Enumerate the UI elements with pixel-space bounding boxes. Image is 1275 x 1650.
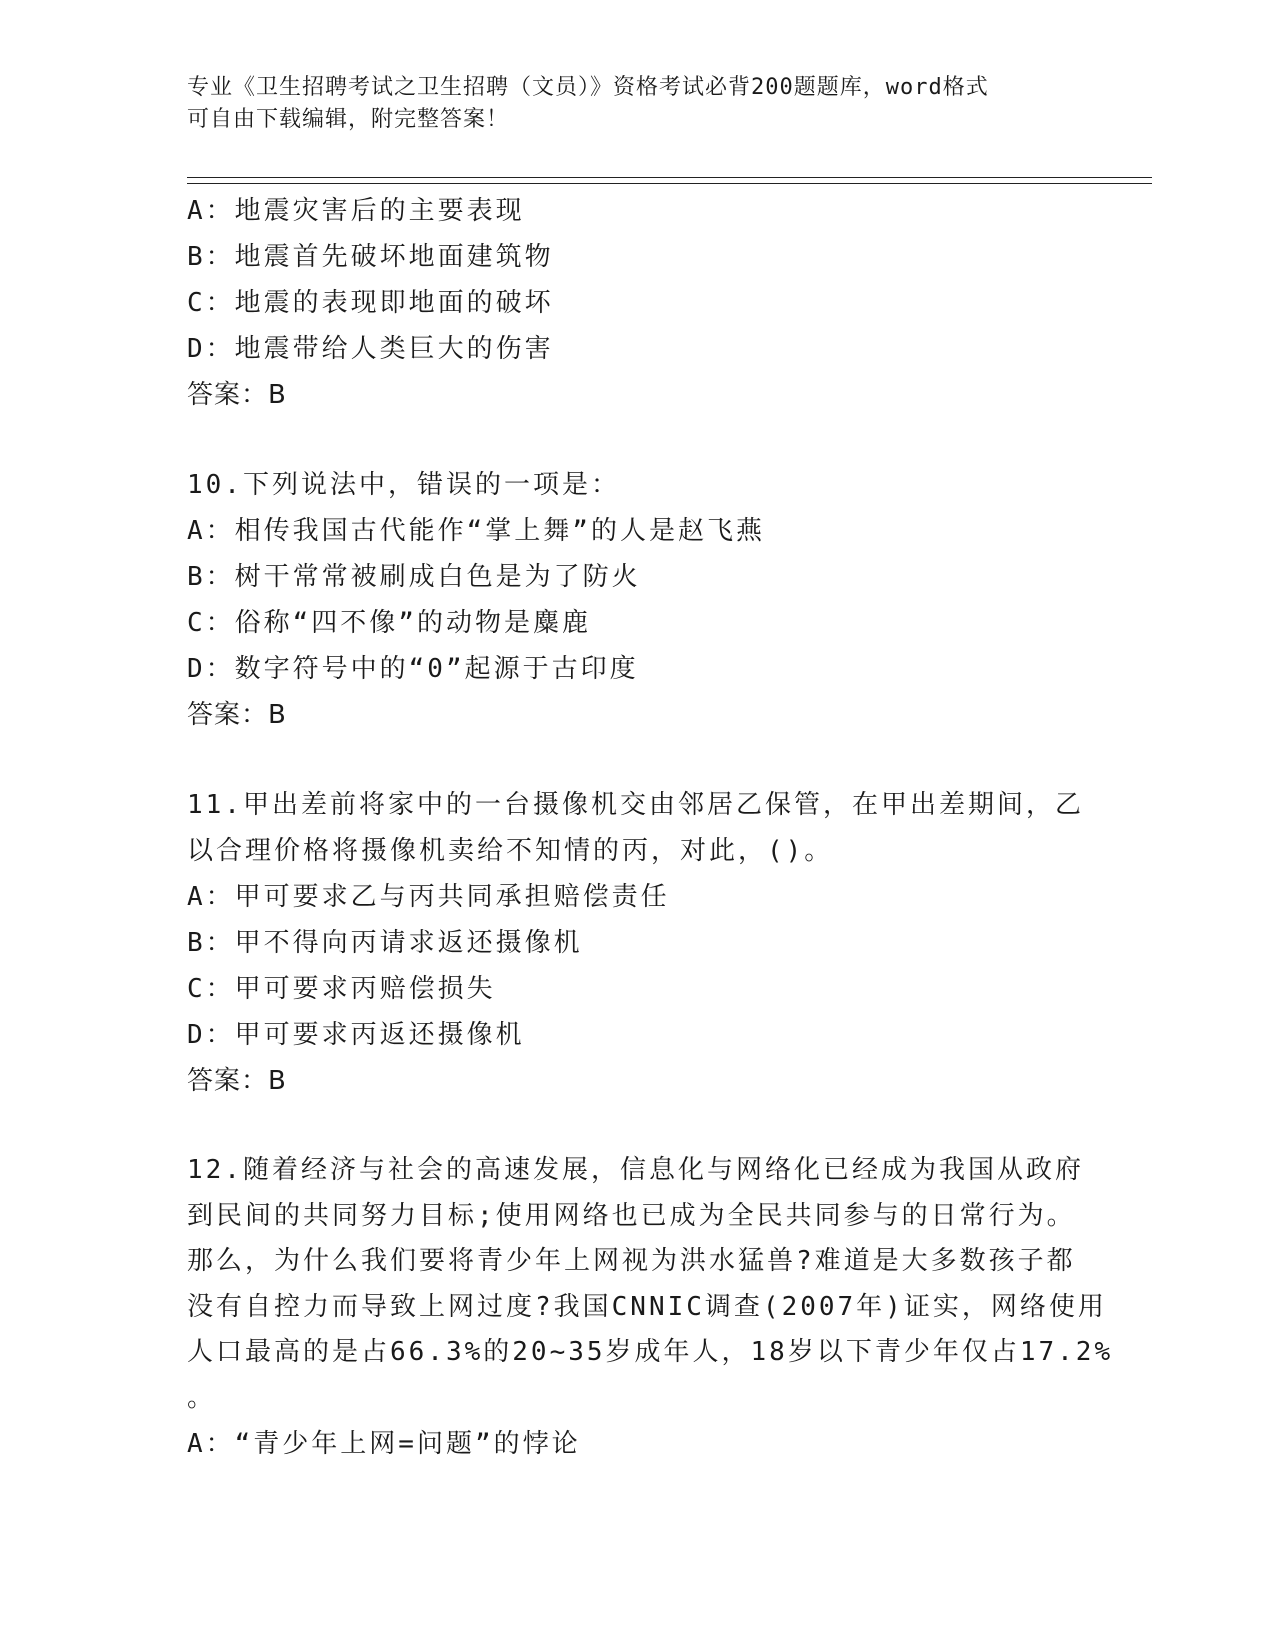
option-a: A：相传我国古代能作“掌上舞”的人是赵飞燕: [187, 516, 765, 546]
question-stem-line-3: 那么，为什么我们要将青少年上网视为洪水猛兽?难道是大多数孩子都: [187, 1246, 1076, 1276]
question-10: [187, 462, 1087, 738]
option-b: B：甲不得向丙请求返还摄像机: [187, 928, 583, 958]
question-11: [187, 782, 1087, 1104]
question-stem-line-1: 12.随着经济与社会的高速发展，信息化与网络化已经成为我国从政府: [187, 1155, 1084, 1185]
option-c: C：地震的表现即地面的破坏: [187, 288, 554, 318]
document-header: [187, 72, 1067, 136]
header-line-1: 专业《卫生招聘考试之卫生招聘（文员）》资格考试必背200题题库，word格式: [187, 75, 989, 100]
answer-line: 答案：B: [187, 700, 287, 730]
option-d: D：数字符号中的“0”起源于古印度: [187, 654, 639, 684]
header-divider-top: [187, 177, 1152, 178]
question-list: [187, 188, 1114, 1467]
question-stem-line-5: 人口最高的是占66.3%的20~35岁成年人，18岁以下青少年仅占17.2%: [187, 1337, 1114, 1367]
question-stem-line-2: 以合理价格将摄像机卖给不知情的丙，对此，()。: [187, 836, 834, 866]
header-divider-bottom: [187, 183, 1152, 184]
option-a: A：甲可要求乙与丙共同承担赔偿责任: [187, 882, 670, 912]
question-stem-line-1: 11.甲出差前将家中的一台摄像机交由邻居乙保管，在甲出差期间，乙: [187, 790, 1084, 820]
question-stem: 10.下列说法中，错误的一项是：: [187, 470, 620, 500]
option-b: B：地震首先破坏地面建筑物: [187, 242, 554, 272]
question-stem-line-2: 到民间的共同努力目标;使用网络也已成为全民共同参与的日常行为。: [187, 1200, 1076, 1231]
question-stem-line-4: 没有自控力而导致上网过度?我国CNNIC调查(2007年)证实，网络使用: [187, 1291, 1107, 1322]
option-c: C：甲可要求丙赔偿损失: [187, 974, 496, 1004]
question-12: [187, 1148, 1114, 1467]
question-stem-line-6: 。: [187, 1382, 217, 1413]
answer-line: 答案：B: [187, 380, 287, 410]
header-line-2: 可自由下载编辑，附完整答案！: [187, 107, 510, 132]
option-b: B：树干常常被刷成白色是为了防火: [187, 562, 641, 592]
option-c: C：俗称“四不像”的动物是麋鹿: [187, 608, 591, 638]
answer-line: 答案：B: [187, 1066, 287, 1096]
option-a: A：“青少年上网=问题”的悖论: [187, 1429, 581, 1459]
option-d: D：甲可要求丙返还摄像机: [187, 1020, 525, 1050]
option-d: D：地震带给人类巨大的伤害: [187, 334, 554, 364]
option-a: A：地震灾害后的主要表现: [187, 196, 525, 226]
question-9: [187, 188, 1087, 418]
